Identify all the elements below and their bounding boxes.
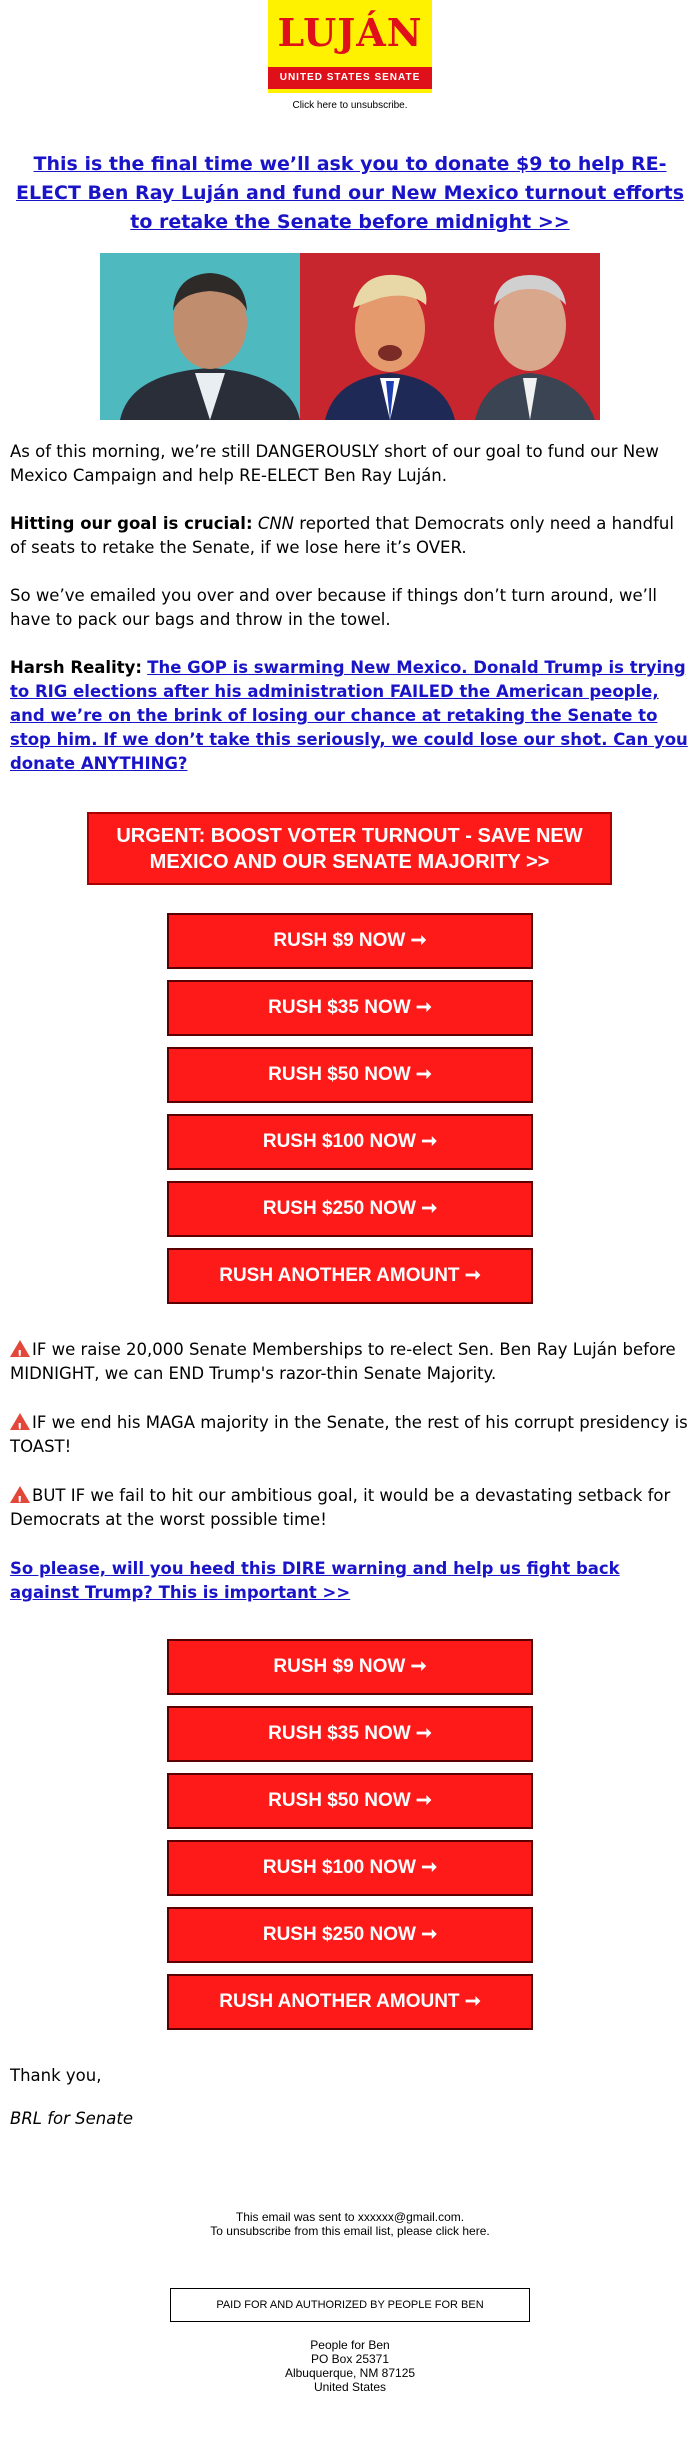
hero-image[interactable] xyxy=(100,253,600,420)
urgent-turnout-button[interactable]: URGENT: BOOST VOTER TURNOUT - SAVE NEW MEXICO AND OUR SENATE MAJORITY >> xyxy=(87,812,612,885)
rush-50-button[interactable]: RUSH $50 NOW ➞ xyxy=(167,1047,533,1103)
rush-250-button[interactable]: RUSH $250 NOW ➞ xyxy=(167,1181,533,1237)
footer-unsubscribe-link[interactable]: To unsubscribe from this email list, please click here. xyxy=(210,2224,490,2238)
rush-50-button[interactable]: RUSH $50 NOW ➞ xyxy=(167,1773,533,1829)
warning-triangle-icon xyxy=(10,1340,30,1357)
rush-9-button[interactable]: RUSH $9 NOW ➞ xyxy=(167,1639,533,1695)
crucial-text: reported that Democrats only need a handful of seats to retake the Senate, if we lose here it’s OVER. xyxy=(10,514,674,557)
rush-100-button[interactable]: RUSH $100 NOW ➞ xyxy=(167,1840,533,1896)
rush-100-button[interactable]: RUSH $100 NOW ➞ xyxy=(167,1114,533,1170)
warning-text-1: IF we raise 20,000 Senate Memberships to re-elect Sen. Ben Ray Luján before MIDNIGHT, we can END Trump's razor-thin Senate Majority. xyxy=(10,1340,676,1383)
harsh-reality-label: Harsh Reality: xyxy=(10,658,142,677)
paid-for-disclaimer: PAID FOR AND AUTHORIZED BY PEOPLE FOR BEN xyxy=(170,2288,530,2322)
logo-subtitle: UNITED STATES SENATE xyxy=(268,67,432,89)
rush-another-amount-button[interactable]: RUSH ANOTHER AMOUNT ➞ xyxy=(167,1248,533,1304)
harsh-reality-link[interactable]: The GOP is swarming New Mexico. Donald Trump is trying to RIG elections after his administration FAILED the American people, and we’re on the brink of losing our chance at retaking the Senate to stop him. If we don’t take this seriously, we could lose our shot. Can you donate ANYTHING? xyxy=(10,658,688,773)
lujan-logo xyxy=(268,0,432,93)
warning-paragraph-2 xyxy=(10,1411,690,1459)
footer-sent-to: This email was sent to xxxxxx@gmail.com. xyxy=(235,2210,465,2224)
hero-illustration xyxy=(100,253,600,420)
logo-name: LUJÁN xyxy=(277,10,423,55)
warning-triangle-icon xyxy=(10,1486,30,1503)
harsh-reality-paragraph xyxy=(10,656,690,776)
rush-9-button[interactable]: RUSH $9 NOW ➞ xyxy=(167,913,533,969)
unsubscribe-link-top[interactable]: Click here to unsubscribe. xyxy=(292,100,408,111)
rush-35-button[interactable]: RUSH $35 NOW ➞ xyxy=(167,980,533,1036)
rush-250-button[interactable]: RUSH $250 NOW ➞ xyxy=(167,1907,533,1963)
intro-paragraph: As of this morning, we’re still DANGEROUSLY short of our goal to fund our New Mexico Campaign and help RE-ELECT Ben Ray Luján. xyxy=(10,442,659,485)
headline-donate-link[interactable]: This is the final time we’ll ask you to donate $9 to help RE-ELECT Ben Ray Luján and fund our New Mexico turnout efforts to retake the Senate before midnight >> xyxy=(15,153,685,233)
thanks-text: Thank you, xyxy=(10,2066,102,2085)
plea-paragraph xyxy=(10,1557,690,1605)
warning-paragraph-3 xyxy=(10,1484,690,1532)
rush-35-button[interactable]: RUSH $35 NOW ➞ xyxy=(167,1706,533,1762)
footer-address-line-1: People for Ben xyxy=(310,2338,390,2352)
warning-text-3: BUT IF we fail to hit our ambitious goal, it would be a devastating setback for Democrats at the worst possible time! xyxy=(10,1486,671,1529)
cnn-source: CNN xyxy=(257,514,295,533)
crucial-paragraph xyxy=(10,512,690,560)
emailed-paragraph: So we’ve emailed you over and over because if things don’t turn around, we’ll have to pack our bags and throw in the towel. xyxy=(10,586,658,629)
warning-text-2: IF we end his MAGA majority in the Senate, the rest of his corrupt presidency is TOAST! xyxy=(10,1413,688,1456)
crucial-label: Hitting our goal is crucial: xyxy=(10,514,253,533)
rush-another-amount-button[interactable]: RUSH ANOTHER AMOUNT ➞ xyxy=(167,1974,533,2030)
footer-address-line-2: PO Box 25371 xyxy=(310,2352,390,2366)
signature: BRL for Senate xyxy=(10,2109,133,2128)
warning-triangle-icon xyxy=(10,1413,30,1430)
plea-link[interactable]: So please, will you heed this DIRE warning and help us fight back against Trump? This is important >> xyxy=(10,1559,620,1602)
warning-paragraph-1 xyxy=(10,1338,690,1386)
footer-address-line-3: Albuquerque, NM 87125 xyxy=(284,2366,416,2380)
footer-address-line-4: United States xyxy=(313,2380,387,2394)
